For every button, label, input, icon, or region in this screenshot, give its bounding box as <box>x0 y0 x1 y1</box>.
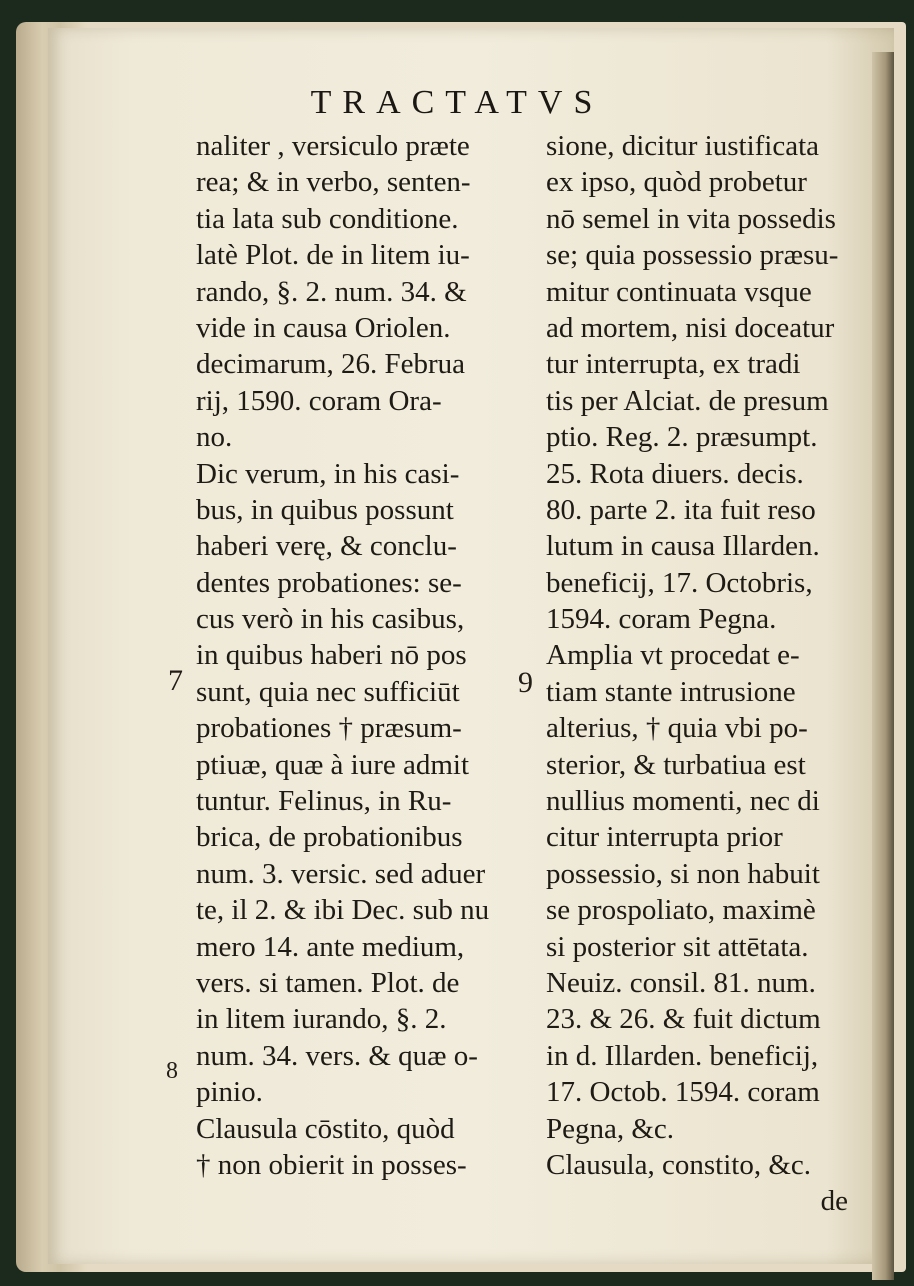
marginal-number-9: 9 <box>518 666 533 699</box>
text-line: 17. Octob. 1594. coram <box>546 1076 820 1109</box>
text-line: tis per Alciat. de presum <box>546 384 829 417</box>
text-line: lutum in causa Illarden. <box>546 530 820 563</box>
text-line: num. 34. vers. & quæ o- <box>196 1039 478 1072</box>
text-line: se; quia possessio præsu- <box>546 239 839 272</box>
text-line: † non obierit in posses- <box>196 1148 467 1181</box>
text-line: 80. parte 2. ita fuit reso <box>546 493 816 526</box>
text-line: bus, in quibus possunt <box>196 493 454 526</box>
running-head: TRACTATVS <box>310 84 604 121</box>
text-line: vers. si tamen. Plot. de <box>196 966 460 999</box>
text-line: ad mortem, nisi doceatur <box>546 311 835 344</box>
text-line: alterius, † quia vbi po- <box>546 712 808 745</box>
text-line: num. 3. versic. sed aduer <box>196 857 486 890</box>
text-line: nullius momenti, nec di <box>546 785 820 818</box>
text-line: Neuiz. consil. 81. num. <box>546 966 816 999</box>
text-line: pinio. <box>196 1076 263 1109</box>
text-line: cus verò in his casibus, <box>196 603 465 636</box>
text-line: haberi verę, & conclu- <box>196 530 457 563</box>
text-line: sunt, quia nec sufficiūt <box>196 675 460 708</box>
text-line: tia lata sub conditione. <box>196 202 459 235</box>
text-line: vide in causa Oriolen. <box>196 311 451 344</box>
text-line: Dic verum, in his casi- <box>196 457 460 490</box>
text-line: mero 14. ante medium, <box>196 930 465 963</box>
text-line: sterior, & turbatiua est <box>546 748 806 781</box>
text-line: rea; & in verbo, senten- <box>196 166 471 199</box>
text-line: naliter , versiculo præte <box>196 130 470 162</box>
text-line: ex ipso, quòd probetur <box>546 166 807 199</box>
text-line: 1594. coram Pegna. <box>546 603 777 636</box>
text-line: probationes † præsum- <box>196 712 462 745</box>
text-line: in litem iurando, §. 2. <box>196 1003 447 1036</box>
text-line: Amplia vt procedat e- <box>546 639 800 672</box>
page-gutter <box>872 52 894 1280</box>
text-line: in quibus haberi nō pos <box>196 639 467 672</box>
text-line: Pegna, &c. <box>546 1112 675 1145</box>
text-line: si posterior sit attētata. <box>546 930 809 963</box>
text-line: 23. & 26. & fuit dictum <box>546 1003 821 1036</box>
text-line: sione, dicitur iustificata <box>546 130 820 162</box>
marginal-number-7: 7 <box>168 664 183 697</box>
text-line: ptio. Reg. 2. præsumpt. <box>546 421 818 454</box>
text-line: tuntur. Felinus, in Ru- <box>196 785 452 818</box>
text-line: 25. Rota diuers. decis. <box>546 457 804 490</box>
text-line: se prospoliato, maximè <box>546 894 816 927</box>
text-line: tur interrupta, ex tradi <box>546 348 801 381</box>
text-line: Clausula, constito, &c. <box>546 1148 811 1181</box>
text-line: no. <box>196 421 233 454</box>
text-line: possessio, si non habuit <box>546 857 820 890</box>
marginal-number-8: 8 <box>166 1058 178 1084</box>
text-line: tiam stante intrusione <box>546 675 796 708</box>
catchword: de <box>820 1185 848 1218</box>
left-column <box>196 128 496 1183</box>
text-line: rando, §. 2. num. 34. & <box>196 275 467 308</box>
text-line: decimarum, 26. Februa <box>196 348 465 381</box>
text-line: nō semel in vita possedis <box>546 202 836 235</box>
right-column <box>546 128 848 1220</box>
text-line: beneficij, 17. Octobris, <box>546 566 813 599</box>
text-line: te, il 2. & ibi Dec. sub nu <box>196 894 490 927</box>
text-line: ptiuæ, quæ à iure admit <box>196 748 470 781</box>
text-line: Clausula cōstito, quòd <box>196 1112 455 1145</box>
text-line: mitur continuata vsque <box>546 275 812 308</box>
text-line: brica, de probationibus <box>196 821 463 854</box>
text-line: rij, 1590. coram Ora- <box>196 384 442 417</box>
text-line: latè Plot. de in litem iu- <box>196 239 470 272</box>
text-line: in d. Illarden. beneficij, <box>546 1039 819 1072</box>
text-line: dentes probationes: se- <box>196 566 462 599</box>
text-line: citur interrupta prior <box>546 821 783 854</box>
